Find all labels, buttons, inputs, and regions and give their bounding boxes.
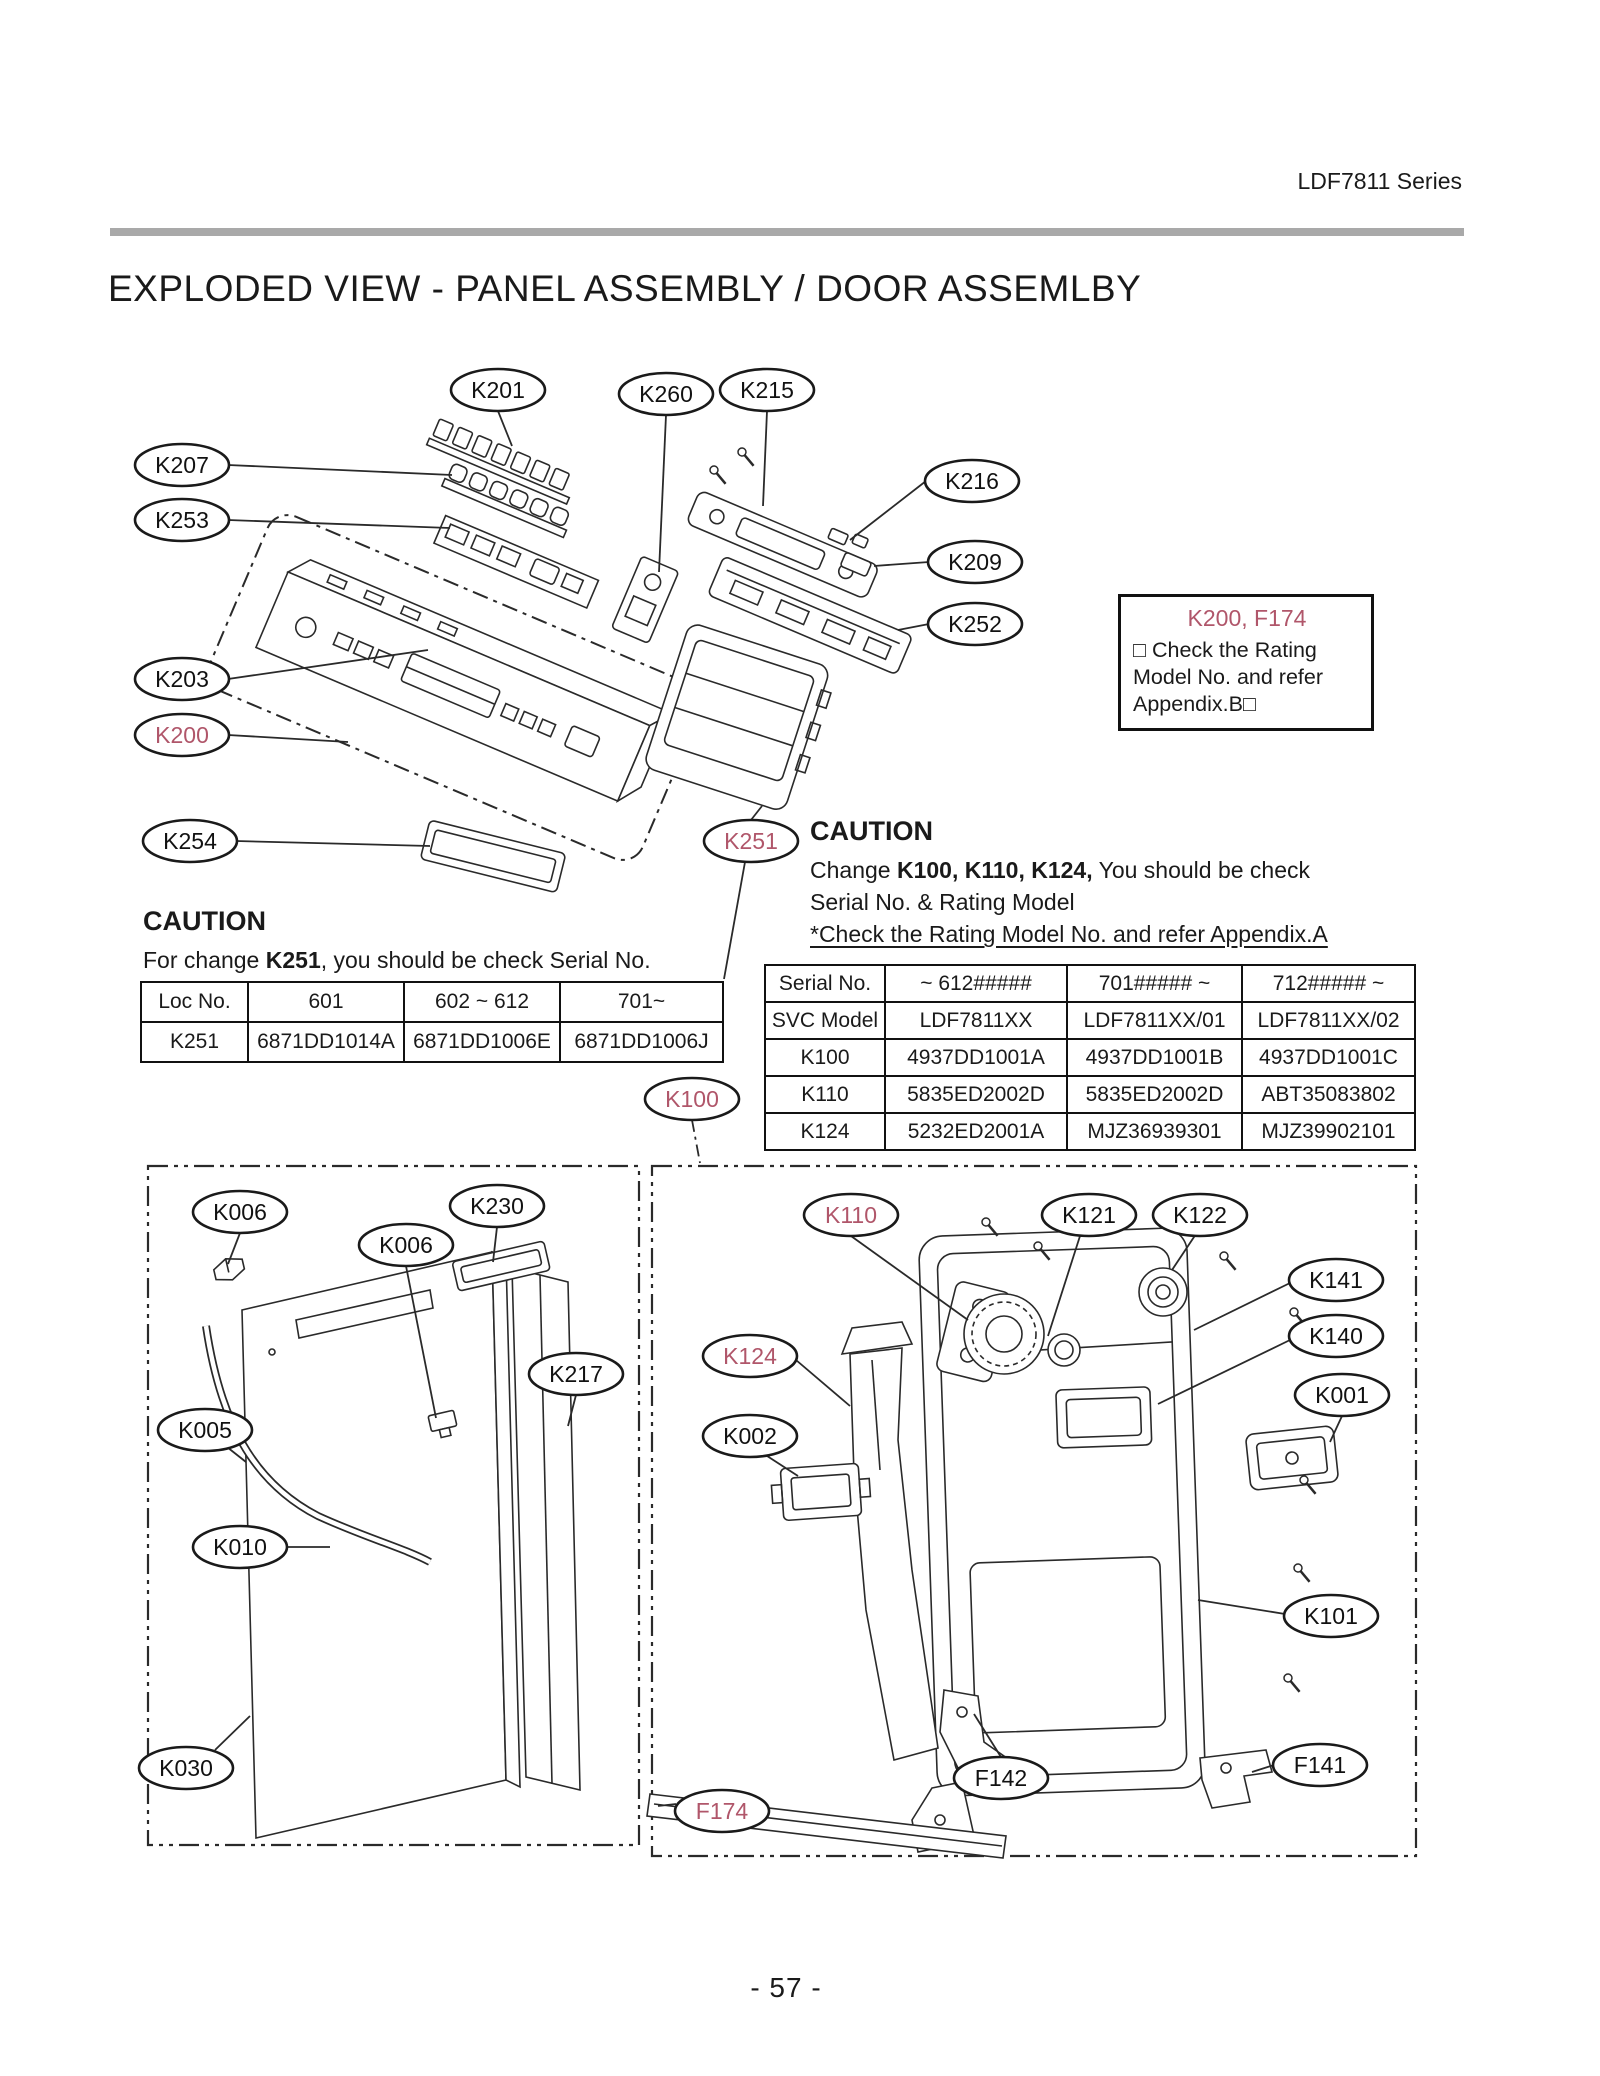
svg-text:K209: K209 — [948, 549, 1002, 575]
table-header: 601 — [248, 982, 404, 1022]
callout-k002 — [703, 1415, 797, 1457]
callout-k251 — [704, 820, 798, 862]
callout-k122 — [1153, 1194, 1247, 1236]
svg-text:K254: K254 — [163, 828, 217, 854]
rating-model-table — [764, 964, 1416, 1151]
svg-text:K005: K005 — [178, 1417, 232, 1443]
svg-text:K030: K030 — [159, 1755, 213, 1781]
callout-k203 — [135, 658, 229, 700]
callout-k252 — [928, 603, 1022, 645]
caution-note-underlined: *Check the Rating Model No. and refer Appendix.A — [810, 921, 1328, 947]
table-cell: ABT35083802 — [1242, 1076, 1415, 1113]
table-header: 701##### ~ — [1067, 965, 1242, 1002]
callout-k207 — [135, 444, 229, 486]
caution-text-bold: K100, K110, K124, — [896, 857, 1093, 883]
svg-text:K110: K110 — [824, 1202, 878, 1228]
table-header: Loc No. — [141, 982, 248, 1022]
callout-k006-a — [193, 1191, 287, 1233]
svg-text:F142: F142 — [974, 1765, 1028, 1791]
callout-k200 — [135, 714, 229, 756]
table-cell: 6871DD1006J — [560, 1022, 723, 1062]
svg-text:K207: K207 — [155, 452, 209, 478]
svg-text:K100: K100 — [665, 1086, 719, 1112]
svg-text:K010: K010 — [213, 1534, 267, 1560]
callout-k209 — [928, 541, 1022, 583]
callout-k121 — [1042, 1194, 1136, 1236]
callout-f141 — [1273, 1744, 1367, 1786]
svg-text:K260: K260 — [639, 381, 693, 407]
caution-right — [810, 816, 1440, 950]
part-k001 — [1245, 1426, 1338, 1491]
svg-text:K253: K253 — [155, 507, 209, 533]
svg-text:K101: K101 — [1304, 1603, 1358, 1629]
header-rule — [110, 228, 1464, 236]
table-cell: 6871DD1006E — [404, 1022, 560, 1062]
table-header: 602 ~ 612 — [404, 982, 560, 1022]
svg-text:K230: K230 — [470, 1193, 524, 1219]
table-cell: 5232ED2001A — [885, 1113, 1067, 1150]
callout-k001 — [1295, 1374, 1389, 1416]
callout-k124 — [703, 1335, 797, 1377]
table-header: ~ 612##### — [885, 965, 1067, 1002]
callout-k230 — [450, 1185, 544, 1227]
callout-k005 — [158, 1409, 252, 1451]
table-cell: K251 — [141, 1022, 248, 1062]
table-cell: LDF7811XX/02 — [1242, 1002, 1415, 1039]
caution-text-part: , you should be check Serial No. — [320, 947, 651, 973]
callout-f142 — [954, 1757, 1048, 1799]
callout-k141 — [1289, 1259, 1383, 1301]
svg-text:K006: K006 — [213, 1199, 267, 1225]
caution-heading: CAUTION — [810, 816, 933, 846]
table-header-row — [141, 982, 723, 1022]
svg-text:F141: F141 — [1293, 1752, 1347, 1778]
callout-k254 — [143, 820, 237, 862]
table-row — [765, 1076, 1415, 1113]
note-box — [1118, 594, 1374, 731]
caution-heading: CAUTION — [143, 906, 266, 936]
callout-k006-b — [359, 1224, 453, 1266]
table-cell: MJZ39902101 — [1242, 1113, 1415, 1150]
caution-text-bold: K251 — [265, 947, 321, 973]
table-cell: 5835ED2002D — [1067, 1076, 1242, 1113]
caution-text — [143, 944, 763, 976]
table-cell: 6871DD1014A — [248, 1022, 404, 1062]
callout-k216 — [925, 460, 1019, 502]
svg-text:K251: K251 — [724, 828, 778, 854]
table-cell: SVC Model — [765, 1002, 885, 1039]
svg-text:K140: K140 — [1309, 1323, 1363, 1349]
table-cell: 4937DD1001B — [1067, 1039, 1242, 1076]
note-box-line: Appendix.B□ — [1133, 692, 1256, 716]
callout-k030 — [139, 1747, 233, 1789]
svg-text:K002: K002 — [723, 1423, 777, 1449]
svg-text:K200: K200 — [155, 722, 209, 748]
table-header-row — [765, 965, 1415, 1002]
callout-k215 — [720, 369, 814, 411]
table-header: 701~ — [560, 982, 723, 1022]
table-row — [765, 1113, 1415, 1150]
table-cell: 5835ED2002D — [885, 1076, 1067, 1113]
caution-text-part: You should be check — [1092, 857, 1311, 883]
table-cell: 4937DD1001C — [1242, 1039, 1415, 1076]
svg-text:K122: K122 — [1173, 1202, 1227, 1228]
table-header: Serial No. — [765, 965, 885, 1002]
svg-text:K141: K141 — [1309, 1267, 1363, 1293]
svg-text:F174: F174 — [695, 1798, 749, 1824]
note-box-line: □ Check the Rating — [1133, 638, 1317, 662]
caution-left — [143, 906, 763, 976]
page-title: EXPLODED VIEW - PANEL ASSEMBLY / DOOR ASSEMLBY — [108, 268, 1142, 309]
callout-k201 — [451, 369, 545, 411]
caution-text: Serial No. & Rating Model — [810, 889, 1075, 915]
part-k254 — [420, 820, 566, 893]
caution-text-part: For change — [143, 947, 266, 973]
caution-text — [810, 854, 1440, 886]
svg-text:K252: K252 — [948, 611, 1002, 637]
callout-k140 — [1289, 1315, 1383, 1357]
part-k260 — [612, 556, 679, 643]
svg-text:K215: K215 — [740, 377, 794, 403]
table-cell: K110 — [765, 1076, 885, 1113]
svg-text:K001: K001 — [1315, 1382, 1369, 1408]
table-cell: MJZ36939301 — [1067, 1113, 1242, 1150]
svg-text:K216: K216 — [945, 468, 999, 494]
svg-text:K201: K201 — [471, 377, 525, 403]
caution-text-part: Change — [810, 857, 897, 883]
table-row — [765, 1002, 1415, 1039]
callout-k101 — [1284, 1595, 1378, 1637]
callout-k110 — [804, 1194, 898, 1236]
svg-text:K124: K124 — [723, 1343, 777, 1369]
table-cell: LDF7811XX — [885, 1002, 1067, 1039]
panel-assembly-art — [202, 418, 913, 893]
svg-text:K006: K006 — [379, 1232, 433, 1258]
callout-k100 — [645, 1078, 739, 1120]
page-number: - 57 - — [750, 1972, 822, 2003]
table-cell: K100 — [765, 1039, 885, 1076]
callout-k253 — [135, 499, 229, 541]
part-k251 — [643, 622, 838, 815]
part-k002 — [770, 1463, 871, 1522]
part-k253 — [434, 516, 599, 608]
table-cell: 4937DD1001A — [885, 1039, 1067, 1076]
note-box-line: Model No. and refer — [1133, 665, 1324, 689]
callout-f174 — [675, 1790, 769, 1832]
svg-text:K217: K217 — [549, 1361, 603, 1387]
callout-k217 — [529, 1353, 623, 1395]
table-cell: LDF7811XX/01 — [1067, 1002, 1242, 1039]
k251-serial-table — [140, 981, 724, 1063]
svg-text:K203: K203 — [155, 666, 209, 692]
table-row — [765, 1039, 1415, 1076]
callout-k010 — [193, 1526, 287, 1568]
note-box-title: K200, F174 — [1187, 605, 1307, 631]
callout-k260 — [619, 373, 713, 415]
table-header: 712##### ~ — [1242, 965, 1415, 1002]
svg-text:K121: K121 — [1062, 1202, 1116, 1228]
table-cell: K124 — [765, 1113, 885, 1150]
table-row — [141, 1022, 723, 1062]
series-label: LDF7811 Series — [1297, 168, 1462, 194]
